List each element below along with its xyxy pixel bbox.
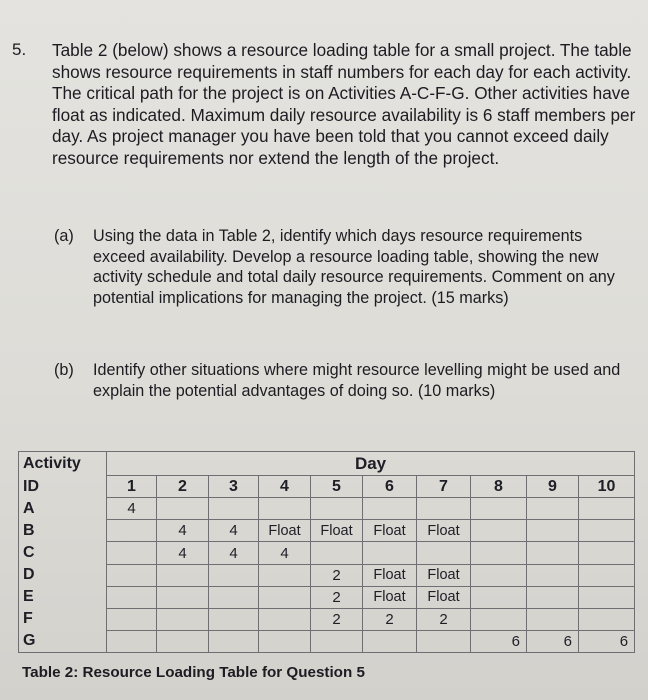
table-cell: Float xyxy=(363,564,417,586)
table-cell: 6 xyxy=(471,630,527,652)
table-cell xyxy=(311,498,363,520)
activity-id: B xyxy=(19,520,107,542)
table-row xyxy=(19,542,635,564)
table-cell xyxy=(209,564,259,586)
activity-id: A xyxy=(19,498,107,520)
table-cell xyxy=(363,498,417,520)
table-cell xyxy=(471,520,527,542)
part-b-text: Identify other situations where might resource levelling might be used and explain the potential advantages of doing so. (10 marks) xyxy=(93,361,621,400)
table-cell xyxy=(527,608,579,630)
table-row xyxy=(19,520,635,542)
table-cell xyxy=(363,542,417,564)
table-cell xyxy=(107,520,157,542)
table-cell: 4 xyxy=(209,542,259,564)
table-cell: 4 xyxy=(157,542,209,564)
part-a-text: Using the data in Table 2, identify which days resource requirements exceed availability. Develop a resource loading table, showing the new activity schedule and total daily resource requirements. Comment on any potential implications for managing the project. (15 marks) xyxy=(93,227,615,307)
table-cell xyxy=(157,498,209,520)
day-number: 3 xyxy=(209,476,259,498)
table-cell xyxy=(259,630,311,652)
activity-id: C xyxy=(19,542,107,564)
activity-id: E xyxy=(19,586,107,608)
table-cell xyxy=(471,586,527,608)
day-number: 9 xyxy=(527,476,579,498)
table-cell xyxy=(471,564,527,586)
table-cell xyxy=(579,498,635,520)
table-cell xyxy=(259,608,311,630)
table-caption: Table 2: Resource Loading Table for Question 5 xyxy=(22,664,365,681)
table-cell xyxy=(259,586,311,608)
table-cell xyxy=(259,564,311,586)
table-cell xyxy=(579,564,635,586)
table-cell xyxy=(471,542,527,564)
table-cell xyxy=(259,498,311,520)
table-cell xyxy=(209,498,259,520)
table-cell xyxy=(579,542,635,564)
table-cell: 2 xyxy=(311,608,363,630)
day-number: 2 xyxy=(157,476,209,498)
table-cell xyxy=(471,498,527,520)
day-number: 10 xyxy=(579,476,635,498)
table-cell xyxy=(311,542,363,564)
table-cell: Float xyxy=(417,520,471,542)
table-cell: Float xyxy=(311,520,363,542)
table-cell xyxy=(527,542,579,564)
table-cell xyxy=(157,564,209,586)
day-number: 1 xyxy=(107,476,157,498)
table-cell xyxy=(157,586,209,608)
table-cell: 4 xyxy=(107,498,157,520)
table-cell xyxy=(209,630,259,652)
table-cell: 2 xyxy=(311,564,363,586)
table-cell: 2 xyxy=(311,586,363,608)
activity-id: D xyxy=(19,564,107,586)
table-row xyxy=(19,630,635,652)
day-number: 8 xyxy=(471,476,527,498)
table-cell xyxy=(107,586,157,608)
part-b xyxy=(54,360,634,401)
resource-loading-table xyxy=(18,451,635,653)
id-header: ID xyxy=(19,476,107,498)
activity-header: Activity xyxy=(19,452,107,476)
part-b-label: (b) xyxy=(54,361,74,379)
table-cell: Float xyxy=(417,564,471,586)
table-row xyxy=(19,608,635,630)
table-cell: Float xyxy=(417,586,471,608)
table-cell xyxy=(527,564,579,586)
day-number: 5 xyxy=(311,476,363,498)
table-row xyxy=(19,498,635,520)
table-cell: 4 xyxy=(259,542,311,564)
table-cell xyxy=(417,630,471,652)
table-cell: Float xyxy=(259,520,311,542)
activity-id: G xyxy=(19,630,107,652)
table-cell xyxy=(209,586,259,608)
table-cell xyxy=(527,586,579,608)
part-a-label: (a) xyxy=(54,227,74,245)
table-cell xyxy=(471,608,527,630)
table-cell: 6 xyxy=(579,630,635,652)
part-a xyxy=(54,226,634,308)
table-cell xyxy=(107,630,157,652)
table-cell xyxy=(579,608,635,630)
table-cell: 4 xyxy=(209,520,259,542)
table-cell xyxy=(579,586,635,608)
table-cell xyxy=(157,608,209,630)
table-cell xyxy=(157,630,209,652)
table-row xyxy=(19,564,635,586)
table-cell xyxy=(107,564,157,586)
table-cell xyxy=(579,520,635,542)
table-cell xyxy=(417,498,471,520)
day-header: Day xyxy=(107,452,635,476)
table-cell xyxy=(209,608,259,630)
table-cell xyxy=(527,520,579,542)
table-cell xyxy=(107,608,157,630)
table-cell xyxy=(107,542,157,564)
table-cell xyxy=(311,630,363,652)
table-cell: 2 xyxy=(417,608,471,630)
day-number: 4 xyxy=(259,476,311,498)
table-cell xyxy=(527,498,579,520)
question-text: Table 2 (below) shows a resource loading table for a small project. The table shows resource requirements in staff numbers for each day for each activity. The critical path for the project is on Activities A-C-F-G. Other activities have float as indicated. Maximum daily resource availability is 6 staff members per day. As project manager you have been told that you cannot exceed daily resource requirements nor extend the length of the project. xyxy=(52,40,636,168)
table-day-row xyxy=(19,476,635,498)
table-cell: Float xyxy=(363,586,417,608)
table-cell: 4 xyxy=(157,520,209,542)
table-cell: Float xyxy=(363,520,417,542)
question-number: 5. xyxy=(12,40,27,59)
table-header-row xyxy=(19,452,635,476)
table-cell: 2 xyxy=(363,608,417,630)
table-cell: 6 xyxy=(527,630,579,652)
activity-id: F xyxy=(19,608,107,630)
day-number: 7 xyxy=(417,476,471,498)
table-cell xyxy=(363,630,417,652)
table-row xyxy=(19,586,635,608)
day-number: 6 xyxy=(363,476,417,498)
table-cell xyxy=(417,542,471,564)
